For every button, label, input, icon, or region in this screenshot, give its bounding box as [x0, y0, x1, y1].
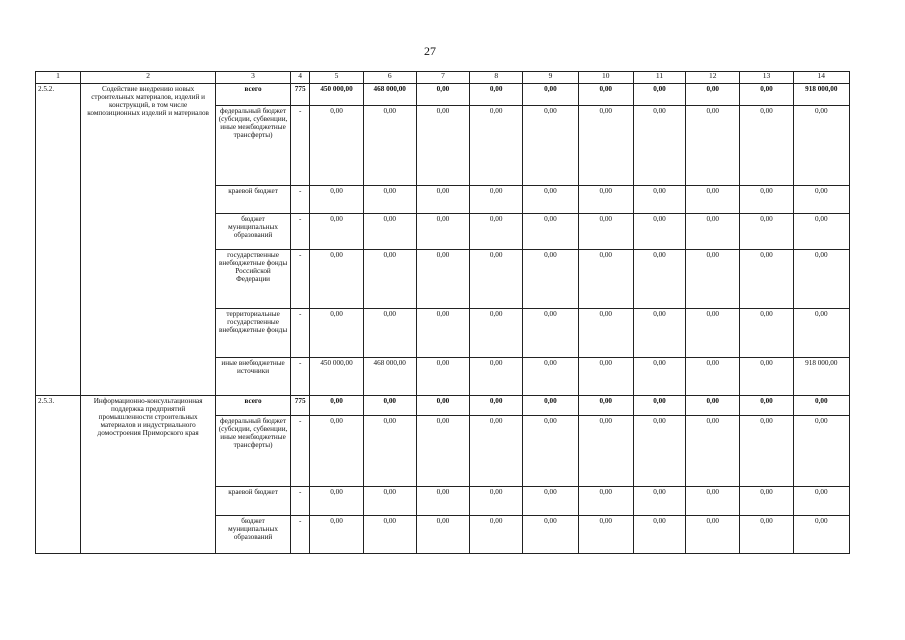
value-cell: 0,00	[310, 487, 363, 516]
value-cell: 0,00	[633, 106, 685, 186]
value-cell: 0,00	[416, 186, 469, 214]
column-number: 13	[740, 72, 793, 84]
value-cell: 0,00	[363, 309, 416, 358]
value-cell: 0,00	[633, 250, 685, 309]
row-name: Содействие внедрению новых строительных материалов, изделий и конструкций, в том числе композиционных изделий и материалов	[81, 84, 216, 396]
column-number: 12	[686, 72, 740, 84]
value-cell: 0,00	[310, 186, 363, 214]
value-cell: 0,00	[470, 358, 523, 396]
value-cell: 0,00	[363, 106, 416, 186]
value-cell: 0,00	[578, 358, 633, 396]
value-cell: 0,00	[470, 309, 523, 358]
value-cell: 0,00	[740, 186, 793, 214]
value-cell: 0,00	[686, 186, 740, 214]
unit-code: -	[290, 106, 309, 186]
value-cell: 0,00	[686, 309, 740, 358]
value-cell: 0,00	[470, 106, 523, 186]
value-cell: 0,00	[416, 516, 469, 554]
funding-source: федеральный бюджет (субсидии, субвенции, иные межбюджетные трансферты)	[216, 416, 291, 487]
budget-table	[35, 71, 850, 554]
value-cell: 0,00	[633, 516, 685, 554]
unit-code: -	[290, 214, 309, 250]
column-number: 2	[81, 72, 216, 84]
column-number: 9	[523, 72, 578, 84]
unit-code: -	[290, 516, 309, 554]
value-cell: 0,00	[793, 516, 849, 554]
value-cell: 0,00	[578, 396, 633, 416]
value-cell: 0,00	[633, 396, 685, 416]
value-cell: 0,00	[578, 106, 633, 186]
column-number: 14	[793, 72, 849, 84]
value-cell: 0,00	[633, 309, 685, 358]
funding-source: всего	[216, 396, 291, 416]
value-cell: 0,00	[470, 250, 523, 309]
unit-code: 775	[290, 396, 309, 416]
value-cell: 0,00	[740, 358, 793, 396]
funding-source: территориальные государственные внебюджетные фонды	[216, 309, 291, 358]
column-number-row	[36, 72, 850, 84]
value-cell: 0,00	[310, 214, 363, 250]
funding-source: государственные внебюджетные фонды Российской Федерации	[216, 250, 291, 309]
value-cell: 0,00	[793, 250, 849, 309]
value-cell: 0,00	[740, 84, 793, 106]
value-cell: 0,00	[523, 396, 578, 416]
value-cell: 0,00	[740, 214, 793, 250]
value-cell: 0,00	[633, 487, 685, 516]
value-cell: 0,00	[740, 396, 793, 416]
value-cell: 0,00	[686, 250, 740, 309]
column-number: 1	[36, 72, 81, 84]
value-cell: 0,00	[686, 487, 740, 516]
value-cell: 0,00	[523, 487, 578, 516]
value-cell: 0,00	[740, 309, 793, 358]
funding-source: краевой бюджет	[216, 487, 291, 516]
value-cell: 0,00	[310, 516, 363, 554]
value-cell: 0,00	[740, 516, 793, 554]
value-cell: 0,00	[686, 396, 740, 416]
value-cell: 0,00	[686, 416, 740, 487]
page-number: 27	[424, 44, 436, 58]
column-number: 11	[633, 72, 685, 84]
value-cell: 0,00	[363, 516, 416, 554]
value-cell: 0,00	[310, 309, 363, 358]
value-cell: 450 000,00	[310, 84, 363, 106]
value-cell: 0,00	[523, 84, 578, 106]
value-cell: 0,00	[363, 186, 416, 214]
column-number: 8	[470, 72, 523, 84]
unit-code: -	[290, 358, 309, 396]
value-cell: 0,00	[523, 358, 578, 396]
value-cell: 0,00	[578, 309, 633, 358]
unit-code: -	[290, 250, 309, 309]
value-cell: 0,00	[633, 416, 685, 487]
column-number: 5	[310, 72, 363, 84]
value-cell: 918 000,00	[793, 84, 849, 106]
value-cell: 0,00	[416, 309, 469, 358]
unit-code: -	[290, 186, 309, 214]
value-cell: 0,00	[523, 214, 578, 250]
value-cell: 468 000,00	[363, 84, 416, 106]
column-number: 6	[363, 72, 416, 84]
value-cell: 0,00	[470, 396, 523, 416]
value-cell: 0,00	[416, 416, 469, 487]
value-cell: 0,00	[310, 416, 363, 487]
value-cell: 0,00	[793, 487, 849, 516]
row-code: 2.5.3.	[36, 396, 81, 554]
value-cell: 0,00	[578, 487, 633, 516]
value-cell: 0,00	[470, 186, 523, 214]
unit-code: -	[290, 309, 309, 358]
value-cell: 0,00	[470, 214, 523, 250]
column-number: 3	[216, 72, 291, 84]
value-cell: 0,00	[523, 186, 578, 214]
value-cell: 918 000,00	[793, 358, 849, 396]
value-cell: 0,00	[310, 396, 363, 416]
value-cell: 450 000,00	[310, 358, 363, 396]
unit-code: -	[290, 416, 309, 487]
value-cell: 0,00	[578, 84, 633, 106]
value-cell: 0,00	[633, 358, 685, 396]
value-cell: 0,00	[633, 214, 685, 250]
value-cell: 0,00	[416, 84, 469, 106]
value-cell: 0,00	[416, 106, 469, 186]
value-cell: 0,00	[363, 487, 416, 516]
value-cell: 0,00	[740, 416, 793, 487]
column-number: 10	[578, 72, 633, 84]
value-cell: 0,00	[578, 214, 633, 250]
value-cell: 0,00	[416, 250, 469, 309]
value-cell: 0,00	[416, 487, 469, 516]
value-cell: 0,00	[363, 250, 416, 309]
value-cell: 0,00	[740, 487, 793, 516]
value-cell: 0,00	[633, 84, 685, 106]
value-cell: 0,00	[310, 106, 363, 186]
value-cell: 0,00	[633, 186, 685, 214]
row-name: Информационно-консультационная поддержка предприятий промышленности строительных материалов и индустриального домостроения Приморского края	[81, 396, 216, 554]
value-cell: 0,00	[686, 516, 740, 554]
value-cell: 0,00	[740, 250, 793, 309]
value-cell: 0,00	[470, 487, 523, 516]
value-cell: 0,00	[310, 250, 363, 309]
value-cell: 0,00	[793, 416, 849, 487]
value-cell: 0,00	[470, 516, 523, 554]
value-cell: 0,00	[363, 416, 416, 487]
value-cell: 0,00	[416, 358, 469, 396]
value-cell: 0,00	[578, 516, 633, 554]
value-cell: 0,00	[686, 106, 740, 186]
value-cell: 468 000,00	[363, 358, 416, 396]
value-cell: 0,00	[523, 309, 578, 358]
value-cell: 0,00	[793, 309, 849, 358]
column-number: 7	[416, 72, 469, 84]
value-cell: 0,00	[363, 396, 416, 416]
value-cell: 0,00	[523, 106, 578, 186]
value-cell: 0,00	[793, 396, 849, 416]
value-cell: 0,00	[686, 214, 740, 250]
value-cell: 0,00	[470, 84, 523, 106]
funding-source: иные внебюджетные источники	[216, 358, 291, 396]
value-cell: 0,00	[416, 214, 469, 250]
funding-source: федеральный бюджет (субсидии, субвенции, иные межбюджетные трансферты)	[216, 106, 291, 186]
value-cell: 0,00	[363, 214, 416, 250]
value-cell: 0,00	[578, 250, 633, 309]
value-cell: 0,00	[686, 358, 740, 396]
column-number: 4	[290, 72, 309, 84]
value-cell: 0,00	[523, 416, 578, 487]
funding-source: всего	[216, 84, 291, 106]
table-row	[36, 84, 850, 106]
value-cell: 0,00	[578, 186, 633, 214]
value-cell: 0,00	[793, 214, 849, 250]
table-row	[36, 396, 850, 416]
value-cell: 0,00	[578, 416, 633, 487]
value-cell: 0,00	[523, 516, 578, 554]
value-cell: 0,00	[686, 84, 740, 106]
funding-source: краевой бюджет	[216, 186, 291, 214]
value-cell: 0,00	[740, 106, 793, 186]
unit-code: -	[290, 487, 309, 516]
value-cell: 0,00	[470, 416, 523, 487]
value-cell: 0,00	[793, 106, 849, 186]
value-cell: 0,00	[523, 250, 578, 309]
funding-source: бюджет муниципальных образований	[216, 214, 291, 250]
row-code: 2.5.2.	[36, 84, 81, 396]
value-cell: 0,00	[416, 396, 469, 416]
unit-code: 775	[290, 84, 309, 106]
funding-source: бюджет муниципальных образований	[216, 516, 291, 554]
value-cell: 0,00	[793, 186, 849, 214]
